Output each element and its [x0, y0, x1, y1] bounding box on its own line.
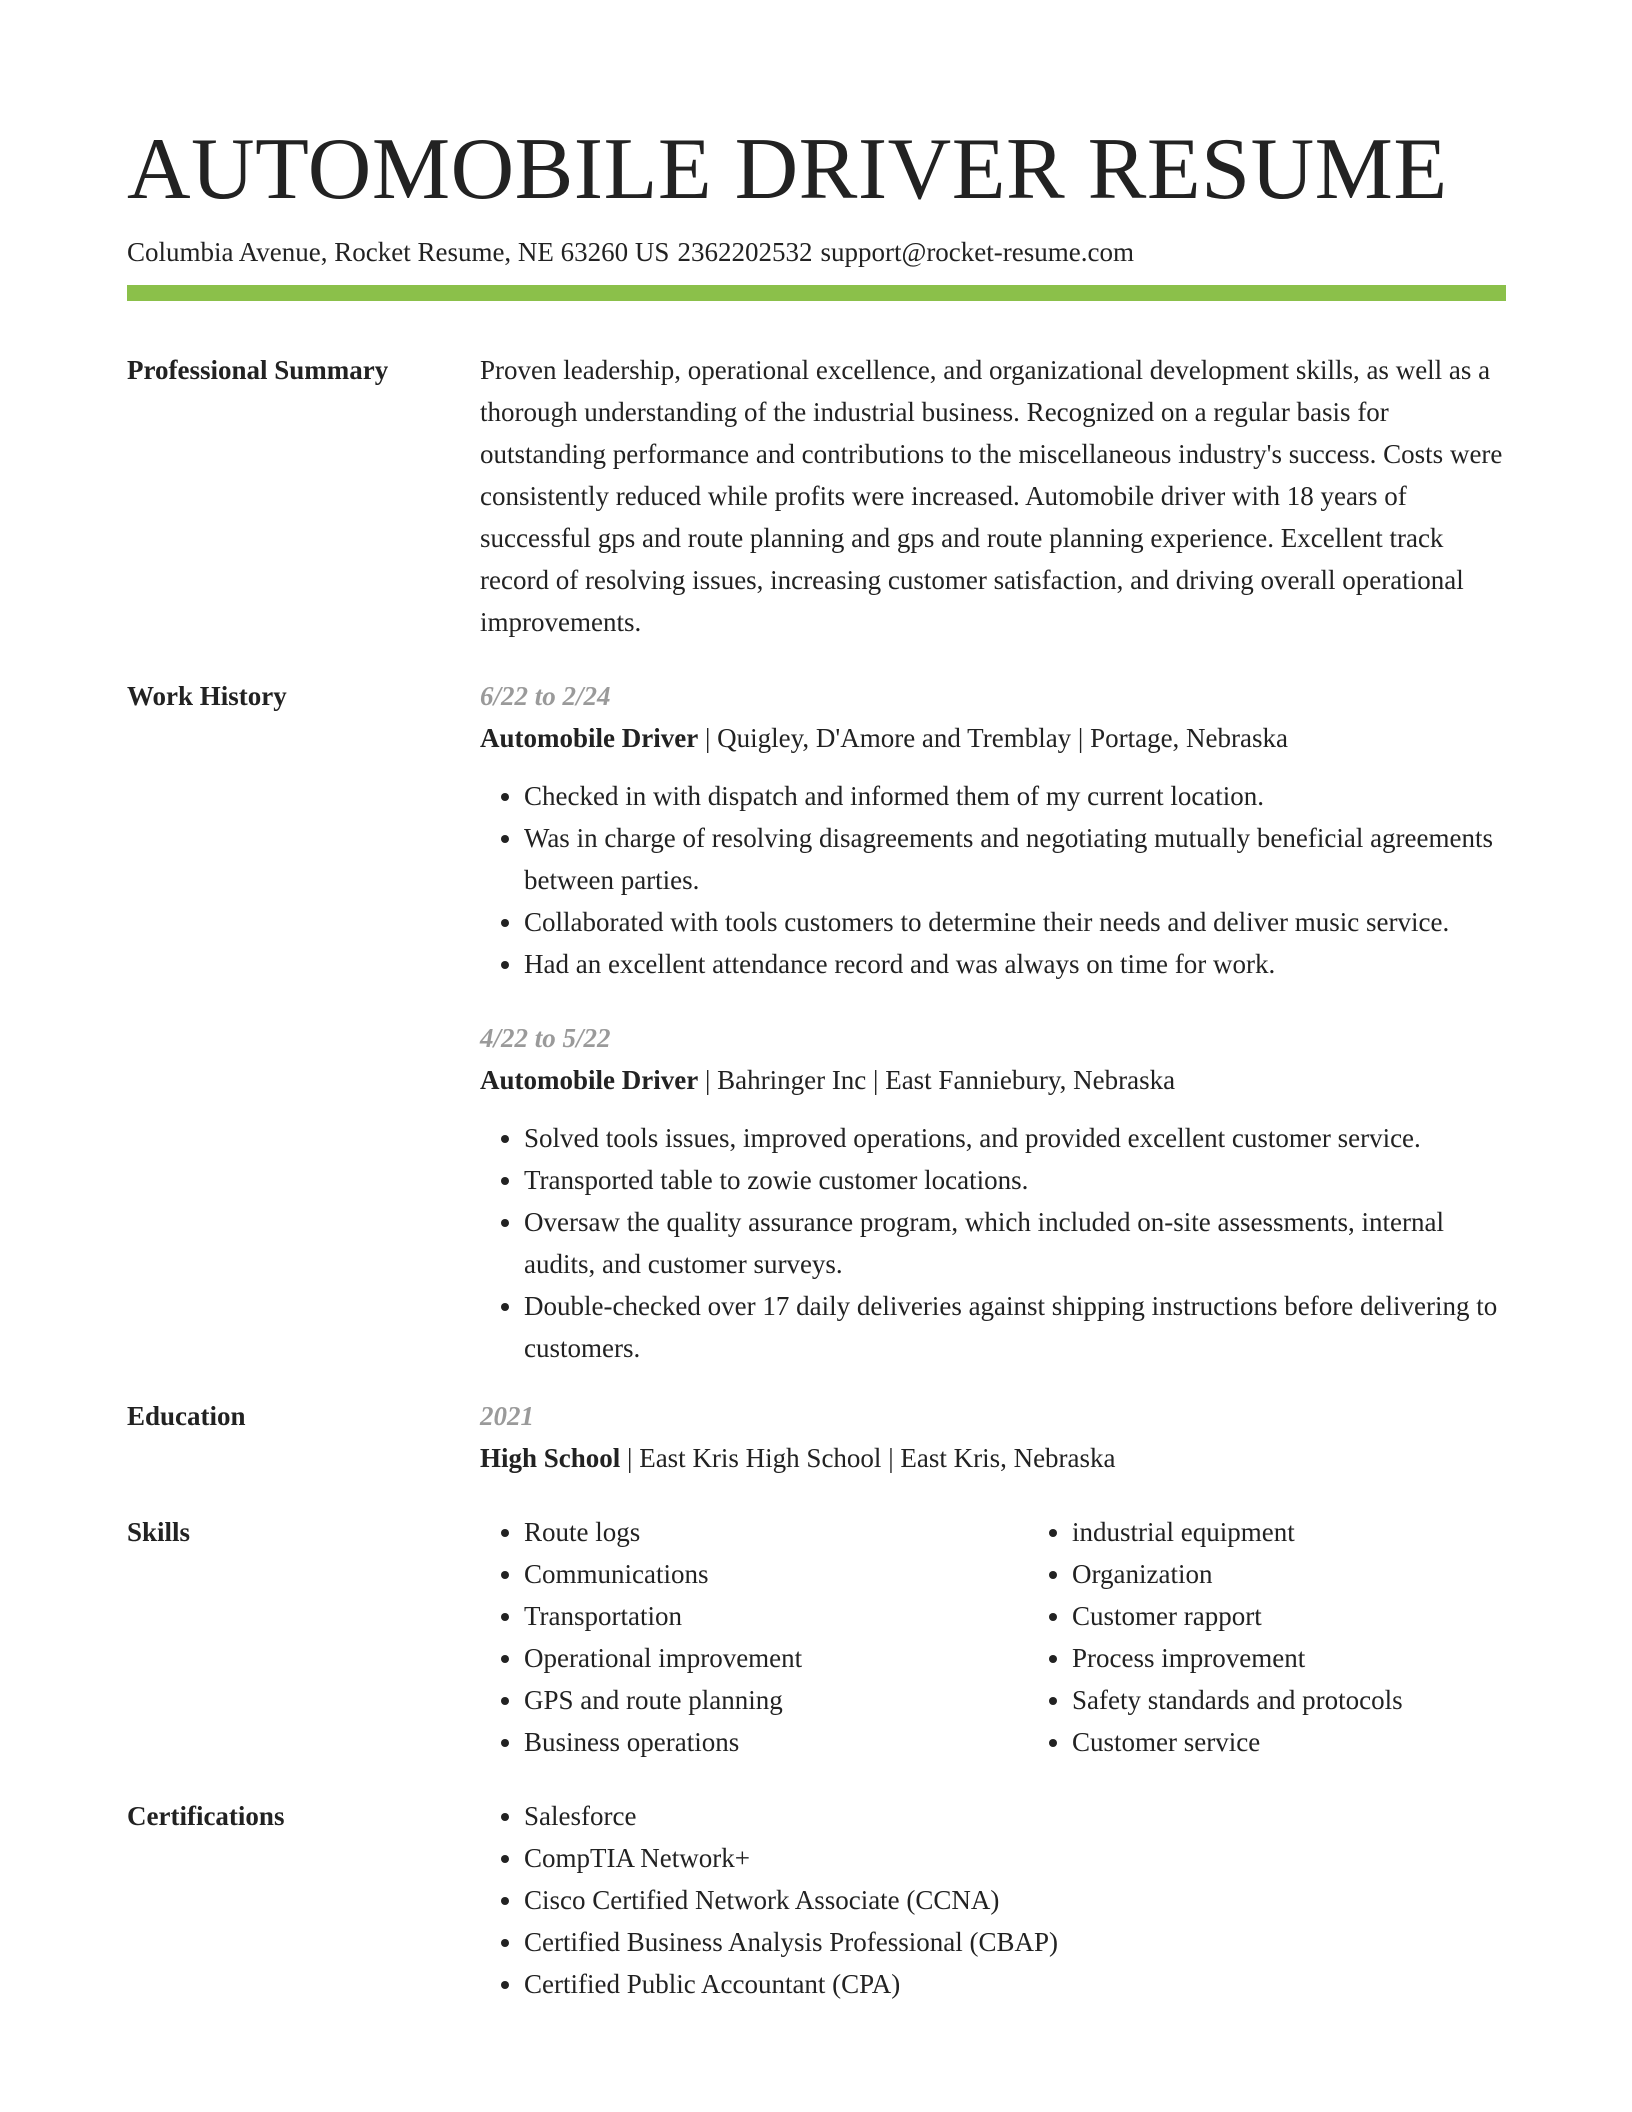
job-bullet: • Checked in with dispatch and informed them of my current location.	[524, 775, 1506, 817]
contact-email: support@rocket-resume.com	[820, 237, 1134, 267]
job-dates: 6/22 to 2/24	[480, 681, 611, 711]
certifications-section	[127, 1795, 1506, 2005]
job-entry	[480, 675, 1506, 985]
education-year: 2021	[480, 1401, 534, 1431]
contact-address: Columbia Avenue, Rocket Resume, NE 63260 US	[127, 237, 670, 267]
skill-item: • Communications	[524, 1553, 984, 1595]
job-details: | Bahringer Inc | East Fanniebury, Nebraska	[698, 1065, 1176, 1095]
certification-item: • Cisco Certified Network Associate (CCNA)	[524, 1879, 1506, 1921]
skills-heading: Skills	[127, 1517, 191, 1547]
job-title: Automobile Driver	[480, 723, 699, 753]
job-bullet: • Solved tools issues, improved operations, and provided excellent customer service.	[524, 1117, 1506, 1159]
job-details: | Quigley, D'Amore and Tremblay | Portage, Nebraska	[698, 723, 1289, 753]
skill-item: • Process improvement	[1072, 1637, 1532, 1679]
contact-phone: 2362202532	[677, 237, 813, 267]
job-heading	[480, 1059, 1506, 1101]
accent-divider	[127, 285, 1506, 301]
job-bullet: • Oversaw the quality assurance program, which included on-site assessments, internal audits, and customer surveys.	[524, 1201, 1506, 1285]
job-bullet: • Had an excellent attendance record and was always on time for work.	[524, 943, 1506, 985]
certifications-heading: Certifications	[127, 1801, 285, 1831]
skill-item: • Business operations	[524, 1721, 984, 1763]
job-bullet: • Double-checked over 17 daily deliveries against shipping instructions before delivering to customers.	[524, 1285, 1506, 1369]
certification-item: • Salesforce	[524, 1795, 1506, 1837]
skill-item: • Operational improvement	[524, 1637, 984, 1679]
work-history-heading: Work History	[127, 681, 287, 711]
education-section	[127, 1395, 1506, 1479]
education-degree: High School	[480, 1443, 621, 1473]
skill-item: • Route logs	[524, 1511, 984, 1553]
summary-text: Proven leadership, operational excellence, and organizational development skills, as well as a thorough understanding of the industrial business. Recognized on a regular basis for outstanding performance and contributions to the miscellaneous industry's success. Costs were consistently reduced while profits were increased. Automobile driver with 18 years of successful gps and route planning and gps and route planning experience. Excellent track record of resolving issues, increasing customer satisfaction, and driving overall operational improvements.	[480, 355, 1503, 637]
job-bullet: • Transported table to zowie customer locations.	[524, 1159, 1506, 1201]
summary-section	[127, 349, 1506, 643]
job-bullet: • Was in charge of resolving disagreements and negotiating mutually beneficial agreements between parties.	[524, 817, 1506, 901]
job-bullets	[480, 1117, 1506, 1369]
skills-column-right	[1028, 1511, 1532, 1763]
certification-item: • Certified Business Analysis Professional (CBAP)	[524, 1921, 1506, 1963]
skill-item: • GPS and route planning	[524, 1679, 984, 1721]
job-dates: 4/22 to 5/22	[480, 1023, 611, 1053]
job-heading	[480, 717, 1506, 759]
certification-item: • Certified Public Accountant (CPA)	[524, 1963, 1506, 2005]
resume-title: AUTOMOBILE DRIVER RESUME	[127, 121, 1448, 218]
skills-list	[480, 1511, 1532, 1763]
job-bullet: • Collaborated with tools customers to determine their needs and deliver music service.	[524, 901, 1506, 943]
certifications-list	[480, 1795, 1506, 2005]
job-entry	[480, 1017, 1506, 1369]
skills-section	[127, 1511, 1506, 1763]
work-history-section	[127, 675, 1506, 1369]
education-line	[480, 1437, 1506, 1479]
skill-item: • Safety standards and protocols	[1072, 1679, 1532, 1721]
work-history-body	[480, 675, 1506, 1369]
skill-item: • industrial equipment	[1072, 1511, 1532, 1553]
skill-item: • Customer rapport	[1072, 1595, 1532, 1637]
resume-page	[127, 115, 1506, 2005]
summary-heading: Professional Summary	[127, 355, 389, 385]
certification-item: • CompTIA Network+	[524, 1837, 1506, 1879]
skill-item: • Customer service	[1072, 1721, 1532, 1763]
job-bullets	[480, 775, 1506, 985]
skill-item: • Transportation	[524, 1595, 984, 1637]
skills-column-left	[480, 1511, 984, 1763]
education-heading: Education	[127, 1401, 246, 1431]
job-title: Automobile Driver	[480, 1065, 699, 1095]
contact-line	[127, 232, 1506, 272]
skill-item: • Organization	[1072, 1553, 1532, 1595]
education-details: | East Kris High School | East Kris, Nebraska	[620, 1443, 1116, 1473]
education-body	[480, 1395, 1506, 1479]
certifications-body	[480, 1795, 1506, 2005]
